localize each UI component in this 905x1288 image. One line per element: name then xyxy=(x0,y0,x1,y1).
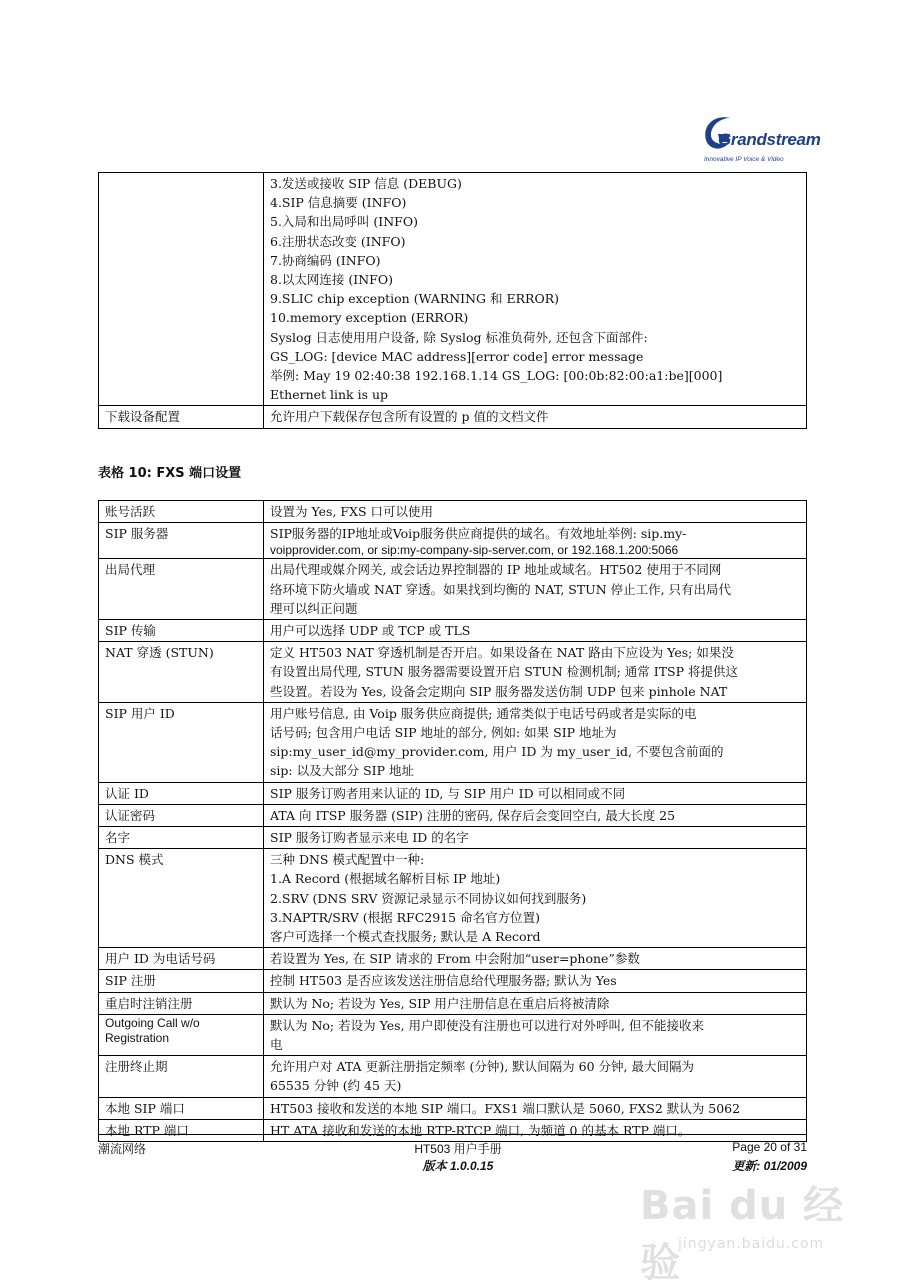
logo-text: Grandstream xyxy=(718,130,821,149)
desc-line: ATA 向 ITSP 服务器 (SIP) 注册的密码, 保存后会变回空白, 最大长度 25 xyxy=(270,807,676,823)
footer-version: 版本 1.0.0.15 xyxy=(422,1159,494,1173)
table-row xyxy=(99,642,807,703)
table-cell-desc xyxy=(264,406,807,428)
desc-line: 6.注册状态改变 (INFO) xyxy=(270,233,406,249)
desc-line: 些设置。若设为 Yes, 设备会定期向 SIP 服务器发送仿制 UDP 包来 pinhole NAT xyxy=(270,683,728,699)
desc-line: SIP服务器的IP地址或Voip服务供应商提供的域名。有效地址举例: sip.my- xyxy=(270,526,687,542)
footer-divider xyxy=(98,1134,807,1135)
table-cell-label: 账号活跃 xyxy=(99,501,264,523)
table-cell-label: 用户 ID 为电话号码 xyxy=(99,948,264,970)
table-row xyxy=(99,948,807,970)
table-cell-label: 名字 xyxy=(99,827,264,849)
desc-line: 若设置为 Yes, 在 SIP 请求的 From 中会附加“user=phone”参数 xyxy=(270,951,640,967)
desc-line: 5.入局和出局呼叫 (INFO) xyxy=(270,214,418,230)
desc-line: sip: 以及大部分 SIP 地址 xyxy=(270,763,414,779)
table-row xyxy=(99,406,807,428)
table-row xyxy=(99,1014,807,1055)
table-row xyxy=(99,1056,807,1097)
table-row xyxy=(99,559,807,620)
desc-line: 控制 HT503 是否应该发送注册信息给代理服务器; 默认为 Yes xyxy=(270,973,617,989)
table-cell-label: 下载设备配置 xyxy=(99,406,264,428)
table-row xyxy=(99,970,807,992)
desc-line: 电 xyxy=(270,1037,283,1053)
table-cell-label: 重启时注销注册 xyxy=(99,992,264,1014)
table-cell-desc xyxy=(264,620,807,642)
table-cell-desc xyxy=(264,992,807,1014)
table-cell-label: DNS 模式 xyxy=(99,849,264,948)
desc-line: 客户可选择一个模式查找服务; 默认是 A Record xyxy=(270,929,541,945)
watermark-text: Bai du 经验 xyxy=(640,1183,845,1286)
table-cell-desc xyxy=(264,1056,807,1097)
table-cell-desc xyxy=(264,173,807,406)
fxs-port-settings-table xyxy=(98,500,807,1142)
table-row xyxy=(99,1119,807,1141)
table-cell-label: 出局代理 xyxy=(99,559,264,620)
desc-line: SIP 服务订购者显示来电 ID 的名字 xyxy=(270,830,469,846)
table-row xyxy=(99,782,807,804)
table-cell-desc xyxy=(264,1014,807,1055)
table-cell-label: 本地 RTP 端口 xyxy=(99,1119,264,1141)
desc-line: 理可以纠正问题 xyxy=(270,600,358,616)
table-caption: 表格 10: FXS 端口设置 xyxy=(98,466,242,481)
table-cell-desc xyxy=(264,970,807,992)
desc-line: 用户账号信息, 由 Voip 服务供应商提供; 通常类似于电话号码或者是实际的电 xyxy=(270,705,697,721)
table-row xyxy=(99,827,807,849)
desc-line: 出局代理或媒介网关, 或会话边界控制器的 IP 地址或域名。HT502 使用于不同网 xyxy=(270,562,722,578)
table-cell-desc xyxy=(264,782,807,804)
table-cell-desc xyxy=(264,702,807,782)
desc-line: 定义 HT503 NAT 穿透机制是否开启。如果设备在 NAT 路由下应设为 Yes; 如果没 xyxy=(270,645,734,661)
table-row xyxy=(99,804,807,826)
table-cell-label: 认证密码 xyxy=(99,804,264,826)
desc-line: 默认为 No; 若设为 Yes, 用户即使没有注册也可以进行对外呼叫, 但不能接收来 xyxy=(270,1017,704,1033)
table-row xyxy=(99,702,807,782)
table-cell-label: 注册终止期 xyxy=(99,1056,264,1097)
table-cell-desc xyxy=(264,827,807,849)
footer-updated: 更新: 01/2009 xyxy=(732,1159,807,1173)
desc-line: 10.memory exception (ERROR) xyxy=(270,310,469,326)
table-cell-label: 本地 SIP 端口 xyxy=(99,1097,264,1119)
desc-line: 三种 DNS 模式配置中一种: xyxy=(270,852,425,868)
table-cell-desc xyxy=(264,1097,807,1119)
table-row xyxy=(99,501,807,523)
desc-line: Ethernet link is up xyxy=(270,387,389,403)
desc-line: 8.以太网连接 (INFO) xyxy=(270,272,393,288)
desc-line: 有设置出局代理, STUN 服务器需要设置开启 STUN 检测机制; 通常 ITSP 将提供这 xyxy=(270,664,738,680)
logo-tagline: Innovative IP Voice & Video xyxy=(704,156,784,163)
desc-line: HT503 接收和发送的本地 SIP 端口。FXS1 端口默认是 5060, FXS2 默认为 5062 xyxy=(270,1100,741,1116)
desc-line: 65535 分钟 (约 45 天) xyxy=(270,1078,402,1094)
desc-line: 3.发送或接收 SIP 信息 (DEBUG) xyxy=(270,176,462,191)
desc-line: 默认为 No; 若设为 Yes, SIP 用户注册信息在重启后将被清除 xyxy=(270,995,610,1011)
table-cell-desc xyxy=(264,849,807,948)
footer-company: 潮流网络 xyxy=(98,1142,147,1156)
table-cell-label: 认证 ID xyxy=(99,782,264,804)
table-cell-label: NAT 穿透 (STUN) xyxy=(99,642,264,703)
table-cell-label: SIP 服务器 xyxy=(99,523,264,559)
desc-line: voipprovider.com, or sip:my-company-sip-server.com, or 192.168.1.200:5066 xyxy=(270,543,679,558)
syslog-table xyxy=(98,172,807,429)
desc-line: 3.NAPTR/SRV (根据 RFC2915 命名官方位置) xyxy=(270,909,540,925)
desc-line: 2.SRV (DNS SRV 资源记录显示不同协议如何找到服务) xyxy=(270,890,587,906)
table-cell-label xyxy=(99,173,264,406)
table-cell-desc xyxy=(264,501,807,523)
desc-line: 9.SLIC chip exception (WARNING 和 ERROR) xyxy=(270,291,559,307)
table-cell-desc xyxy=(264,642,807,703)
grandstream-logo xyxy=(700,112,821,168)
baidu-watermark xyxy=(640,1170,860,1286)
table-row xyxy=(99,992,807,1014)
desc-line: Syslog 日志使用用户设备, 除 Syslog 标准负荷外, 还包含下面部件: xyxy=(270,329,648,345)
label-text: Outgoing Call w/o Registration xyxy=(105,1015,200,1045)
table-row xyxy=(99,849,807,948)
table-cell-desc xyxy=(264,804,807,826)
table-cell-label xyxy=(99,1014,264,1055)
table-row xyxy=(99,523,807,559)
table-cell-label: SIP 注册 xyxy=(99,970,264,992)
desc-line: 举例: May 19 02:40:38 192.168.1.14 GS_LOG: [00:0b:82:00:a1:be][000] xyxy=(270,368,723,384)
desc-line: 话号码; 包含用户电话 SIP 地址的部分, 例如: 如果 SIP 地址为 xyxy=(270,725,617,741)
footer-page-number: Page 20 of 31 xyxy=(732,1140,807,1154)
desc-line: sip:my_user_id@my_provider.com, 用户 ID 为 my_user_id, 不要包含前面的 xyxy=(270,744,724,760)
table-cell-desc xyxy=(264,948,807,970)
watermark-url: jingyan.baidu.com xyxy=(678,1236,825,1252)
desc-line: 1.A Record (根据域名解析目标 IP 地址) xyxy=(270,871,501,887)
desc-line: 4.SIP 信息摘要 (INFO) xyxy=(270,195,407,211)
table-cell-desc xyxy=(264,1119,807,1141)
desc-line: 络环境下防火墙或 NAT 穿透。如果找到均衡的 NAT, STUN 停止工作, 只有出局代 xyxy=(270,581,732,597)
desc-line: 设置为 Yes, FXS 口可以使用 xyxy=(270,504,434,519)
table-row xyxy=(99,1097,807,1119)
desc-line: SIP 服务订购者用来认证的 ID, 与 SIP 用户 ID 可以相同或不同 xyxy=(270,785,626,801)
desc-line: 允许用户下载保存包含所有设置的 p 值的文档文件 xyxy=(270,409,549,425)
desc-line: HT ATA 接收和发送的本地 RTP-RTCP 端口, 为频道 0 的基本 RTP 端口。 xyxy=(270,1122,691,1138)
table-cell-desc xyxy=(264,523,807,559)
desc-line: 允许用户对 ATA 更新注册指定频率 (分钟), 默认间隔为 60 分钟, 最大间隔为 xyxy=(270,1059,694,1075)
desc-line: GS_LOG: [device MAC address][error code] error message xyxy=(270,348,644,364)
desc-line: 7.协商编码 (INFO) xyxy=(270,252,381,268)
table-row xyxy=(99,620,807,642)
desc-line: 用户可以选择 UDP 或 TCP 或 TLS xyxy=(270,623,471,639)
table-cell-label: SIP 用户 ID xyxy=(99,702,264,782)
table-cell-desc xyxy=(264,559,807,620)
footer-manual-title: HT503 用户手册 xyxy=(414,1142,502,1156)
table-cell-label: SIP 传输 xyxy=(99,620,264,642)
table-row xyxy=(99,173,807,406)
